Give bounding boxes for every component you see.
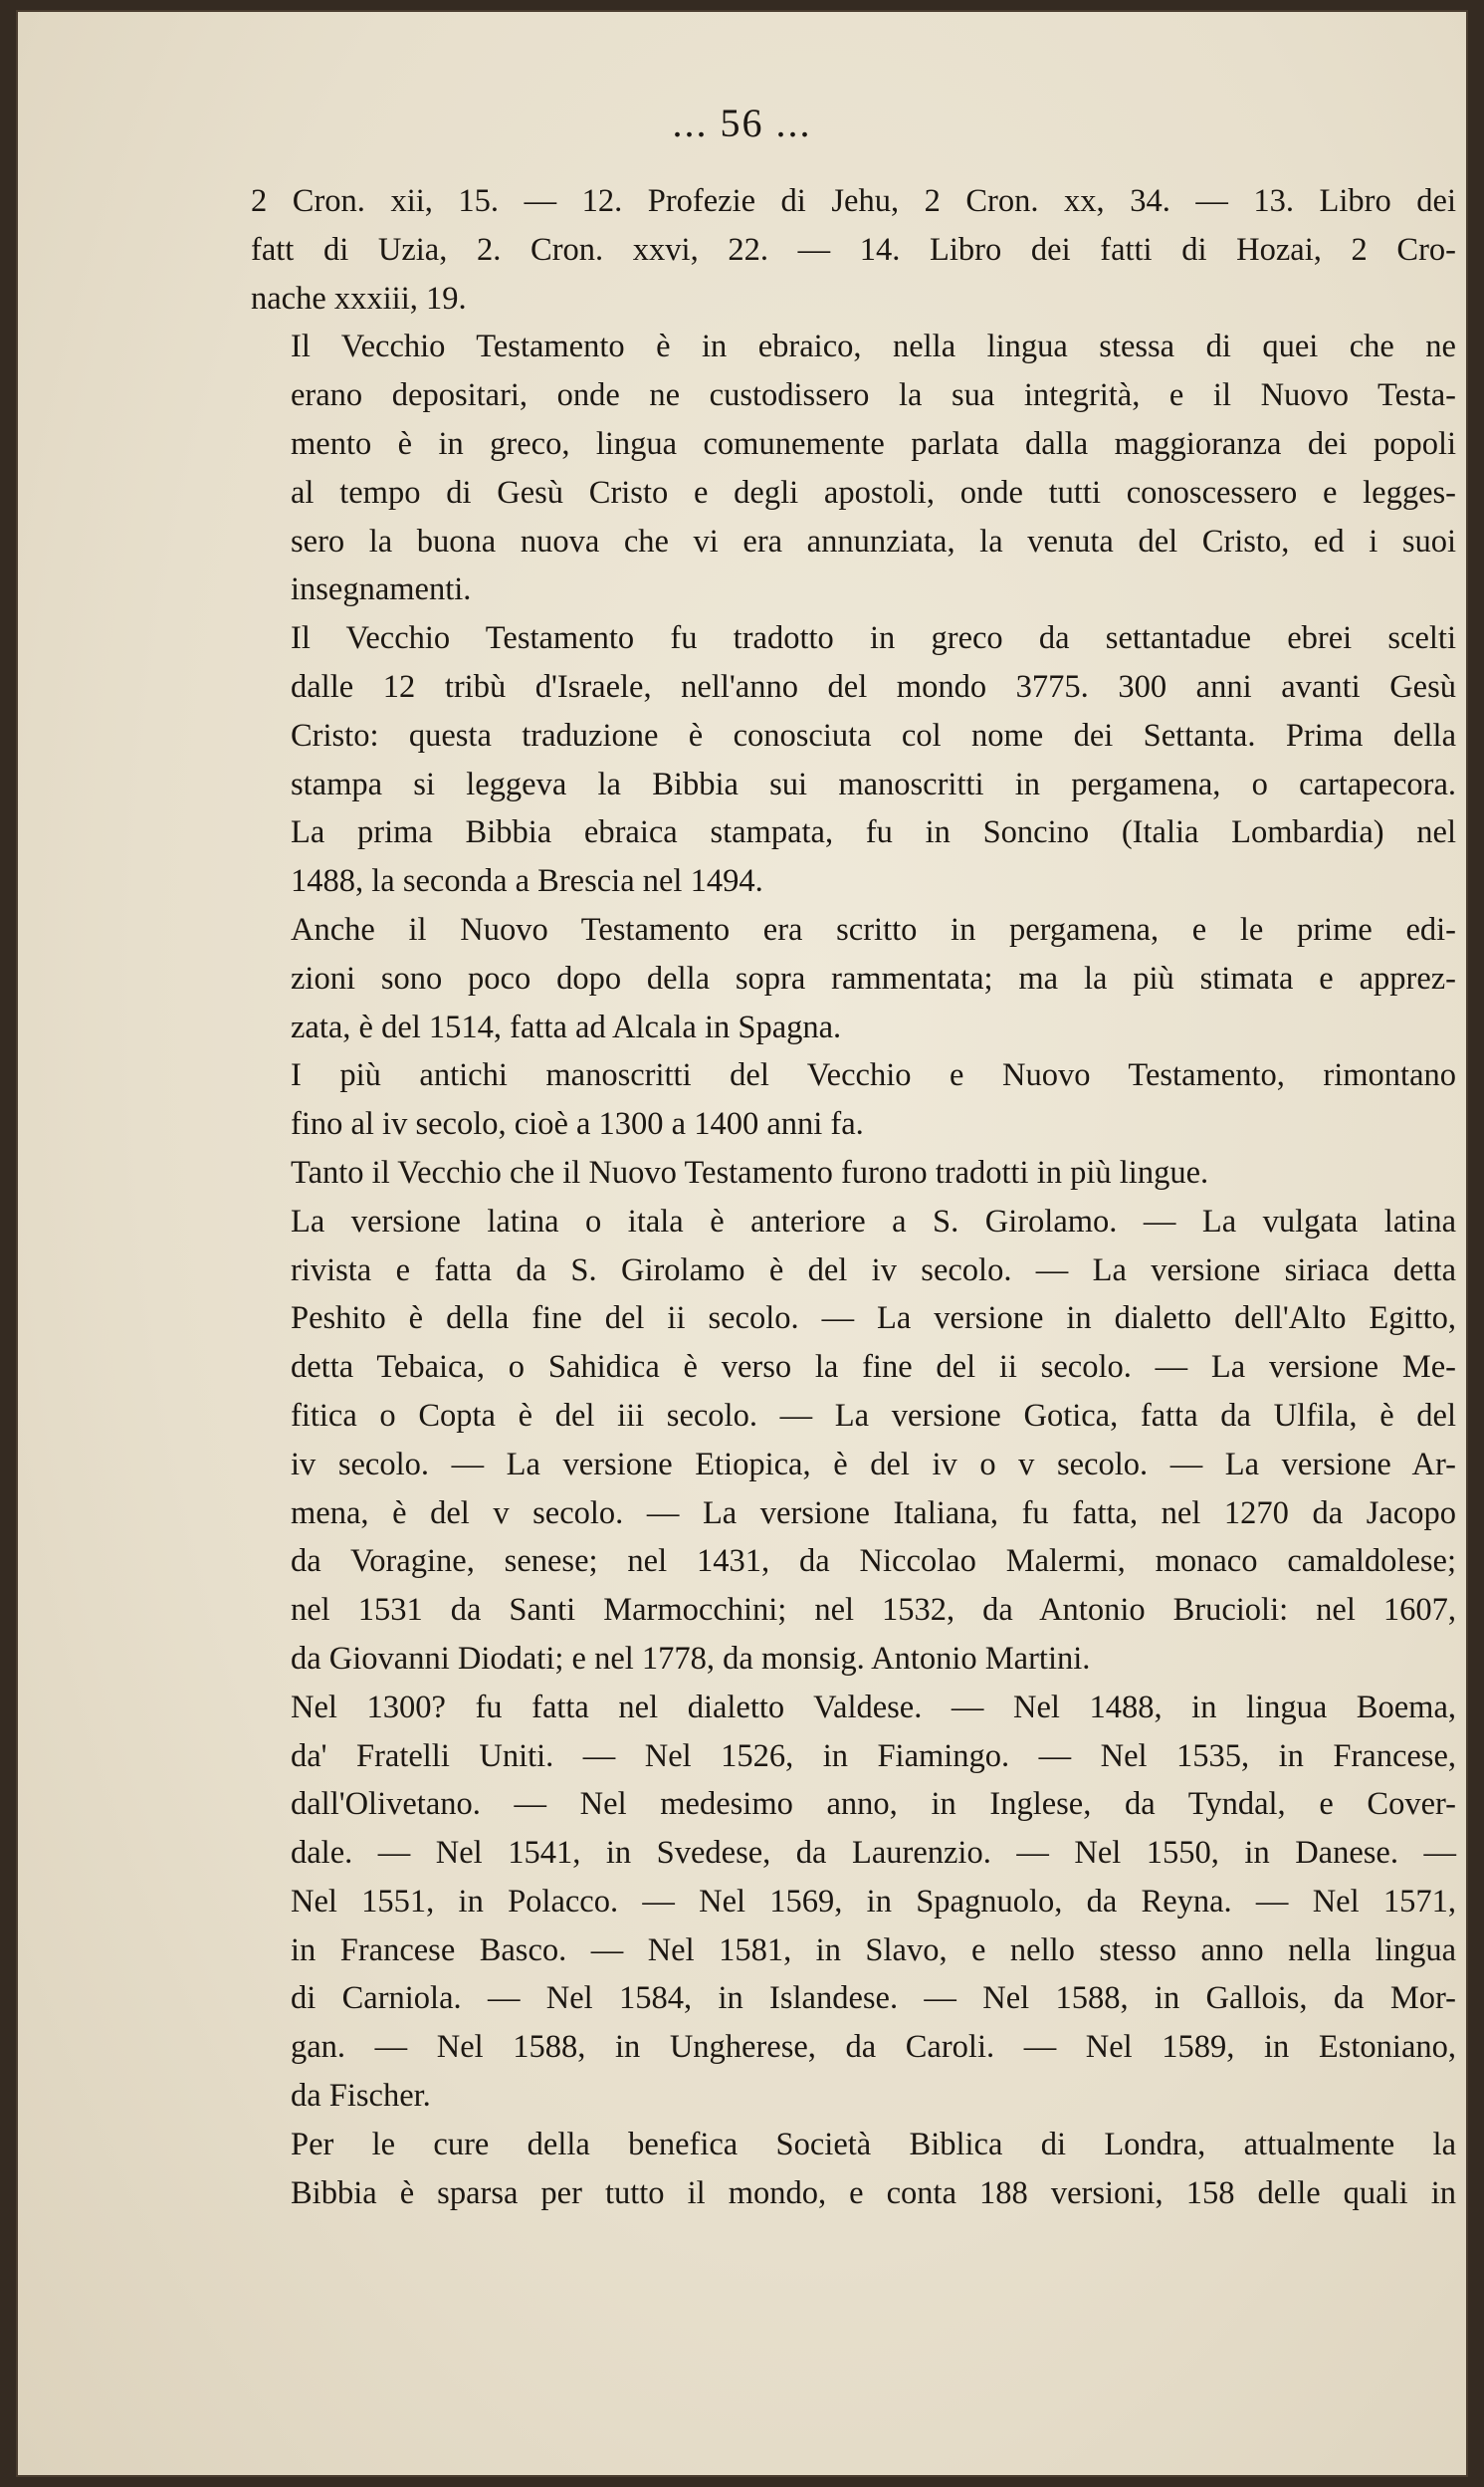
text-line: Bibbia è sparsa per tutto il mondo, e conta 188 versioni, 158 delle quali in bbox=[291, 2174, 1456, 2211]
page-number: ... 56 ... bbox=[672, 101, 812, 145]
text-line: insegnamenti. bbox=[291, 571, 472, 608]
text-line: I più antichi manoscritti del Vecchio e Nuovo Testamento, rimontano bbox=[291, 1057, 1456, 1094]
text-line: mento è in greco, lingua comunemente parlata dalla maggioranza dei popoli bbox=[291, 425, 1456, 462]
text-line: Il Vecchio Testamento fu tradotto in greco da settantadue ebrei scelti bbox=[291, 620, 1456, 657]
text-line: Nel 1300? fu fatta nel dialetto Valdese. — Nel 1488, in lingua Boema, bbox=[291, 1689, 1456, 1725]
text-line: al tempo di Gesù Cristo e degli apostoli, onde tutti conoscessero e legges- bbox=[291, 474, 1456, 511]
text-line: Per le cure della benefica Società Biblica di Londra, attualmente la bbox=[291, 2126, 1456, 2162]
text-line: Peshito è della fine del ii secolo. — La versione in dialetto dell'Alto Egitto, bbox=[291, 1300, 1456, 1337]
text-line: stampa si leggeva la Bibbia sui manoscritti in pergamena, o cartapecora. bbox=[291, 766, 1456, 802]
text-line: erano depositari, onde ne custodissero la sua integrità, e il Nuovo Testa- bbox=[291, 377, 1456, 414]
paragraph bbox=[251, 614, 1456, 906]
text-line: Il Vecchio Testamento è in ebraico, nella lingua stessa di quei che ne bbox=[291, 329, 1456, 365]
text-line: fino al iv secolo, cioè a 1300 a 1400 anni fa. bbox=[291, 1106, 864, 1143]
paragraph bbox=[251, 177, 1456, 323]
text-line: zata, è del 1514, fatta ad Alcala in Spagna. bbox=[291, 1009, 842, 1045]
paragraph bbox=[251, 906, 1456, 1051]
text-line: 2 Cron. xii, 15. — 12. Profezie di Jehu, 2 Cron. xx, 34. — 13. Libro dei bbox=[251, 183, 1456, 219]
text-line: sero la buona nuova che vi era annunziata, la venuta del Cristo, ed i suoi bbox=[291, 523, 1456, 560]
text-line: rivista e fatta da S. Girolamo è del iv secolo. — La versione siriaca detta bbox=[291, 1251, 1456, 1288]
text-line: La prima Bibbia ebraica stampata, fu in Soncino (Italia Lombardia) nel bbox=[291, 814, 1456, 851]
paragraph bbox=[251, 1198, 1456, 1684]
paragraph bbox=[251, 1051, 1456, 1149]
text-line: dalle 12 tribù d'Israele, nell'anno del mondo 3775. 300 anni avanti Gesù bbox=[291, 668, 1456, 705]
text-line: dale. — Nel 1541, in Svedese, da Laurenzio. — Nel 1550, in Danese. — bbox=[291, 1835, 1456, 1872]
text-line: iv secolo. — La versione Etiopica, è del iv o v secolo. — La versione Ar- bbox=[291, 1446, 1456, 1482]
text-line: da' Fratelli Uniti. — Nel 1526, in Fiamingo. — Nel 1535, in Francese, bbox=[291, 1737, 1456, 1774]
text-line: fatt di Uzia, 2. Cron. xxvi, 22. — 14. Libro dei fatti di Hozai, 2 Cro- bbox=[251, 231, 1456, 268]
text-line: 1488, la seconda a Brescia nel 1494. bbox=[291, 863, 763, 900]
paragraph bbox=[251, 2121, 1456, 2218]
text-line: mena, è del v secolo. — La versione Italiana, fu fatta, nel 1270 da Jacopo bbox=[291, 1494, 1456, 1531]
page-body bbox=[251, 177, 1456, 2217]
text-line: da Giovanni Diodati; e nel 1778, da monsig. Antonio Martini. bbox=[291, 1640, 1091, 1677]
text-line: Cristo: questa traduzione è conosciuta col nome dei Settanta. Prima della bbox=[291, 717, 1456, 754]
book-page bbox=[18, 12, 1466, 2475]
text-line: Tanto il Vecchio che il Nuovo Testamento furono tradotti in più lingue. bbox=[291, 1154, 1209, 1191]
text-line: gan. — Nel 1588, in Ungherese, da Caroli. — Nel 1589, in Estoniano, bbox=[291, 2029, 1456, 2066]
text-line: detta Tebaica, o Sahidica è verso la fine del ii secolo. — La versione Me- bbox=[291, 1349, 1456, 1386]
text-line: da Fischer. bbox=[291, 2078, 431, 2115]
text-line: nel 1531 da Santi Marmocchini; nel 1532, da Antonio Brucioli: nel 1607, bbox=[291, 1592, 1456, 1629]
text-line: in Francese Basco. — Nel 1581, in Slavo, e nello stesso anno nella lingua bbox=[291, 1931, 1456, 1968]
text-line: nache xxxiii, 19. bbox=[251, 280, 467, 317]
text-line: La versione latina o itala è anteriore a S. Girolamo. — La vulgata latina bbox=[291, 1203, 1456, 1240]
paragraph bbox=[251, 1149, 1456, 1198]
text-line: Nel 1551, in Polacco. — Nel 1569, in Spagnuolo, da Reyna. — Nel 1571, bbox=[291, 1883, 1456, 1920]
text-line: zioni sono poco dopo della sopra rammentata; ma la più stimata e apprez- bbox=[291, 960, 1456, 997]
text-line: da Voragine, senese; nel 1431, da Niccolao Malermi, monaco camaldolese; bbox=[291, 1543, 1456, 1580]
paragraph bbox=[251, 323, 1456, 614]
text-line: di Carniola. — Nel 1584, in Islandese. — Nel 1588, in Gallois, da Mor- bbox=[291, 1980, 1456, 2017]
paragraph bbox=[251, 1684, 1456, 2121]
text-line: Anche il Nuovo Testamento era scritto in pergamena, e le prime edi- bbox=[291, 911, 1456, 948]
text-line: fitica o Copta è del iii secolo. — La versione Gotica, fatta da Ulfila, è del bbox=[291, 1397, 1456, 1434]
text-line: dall'Olivetano. — Nel medesimo anno, in Inglese, da Tyndal, e Cover- bbox=[291, 1786, 1456, 1823]
